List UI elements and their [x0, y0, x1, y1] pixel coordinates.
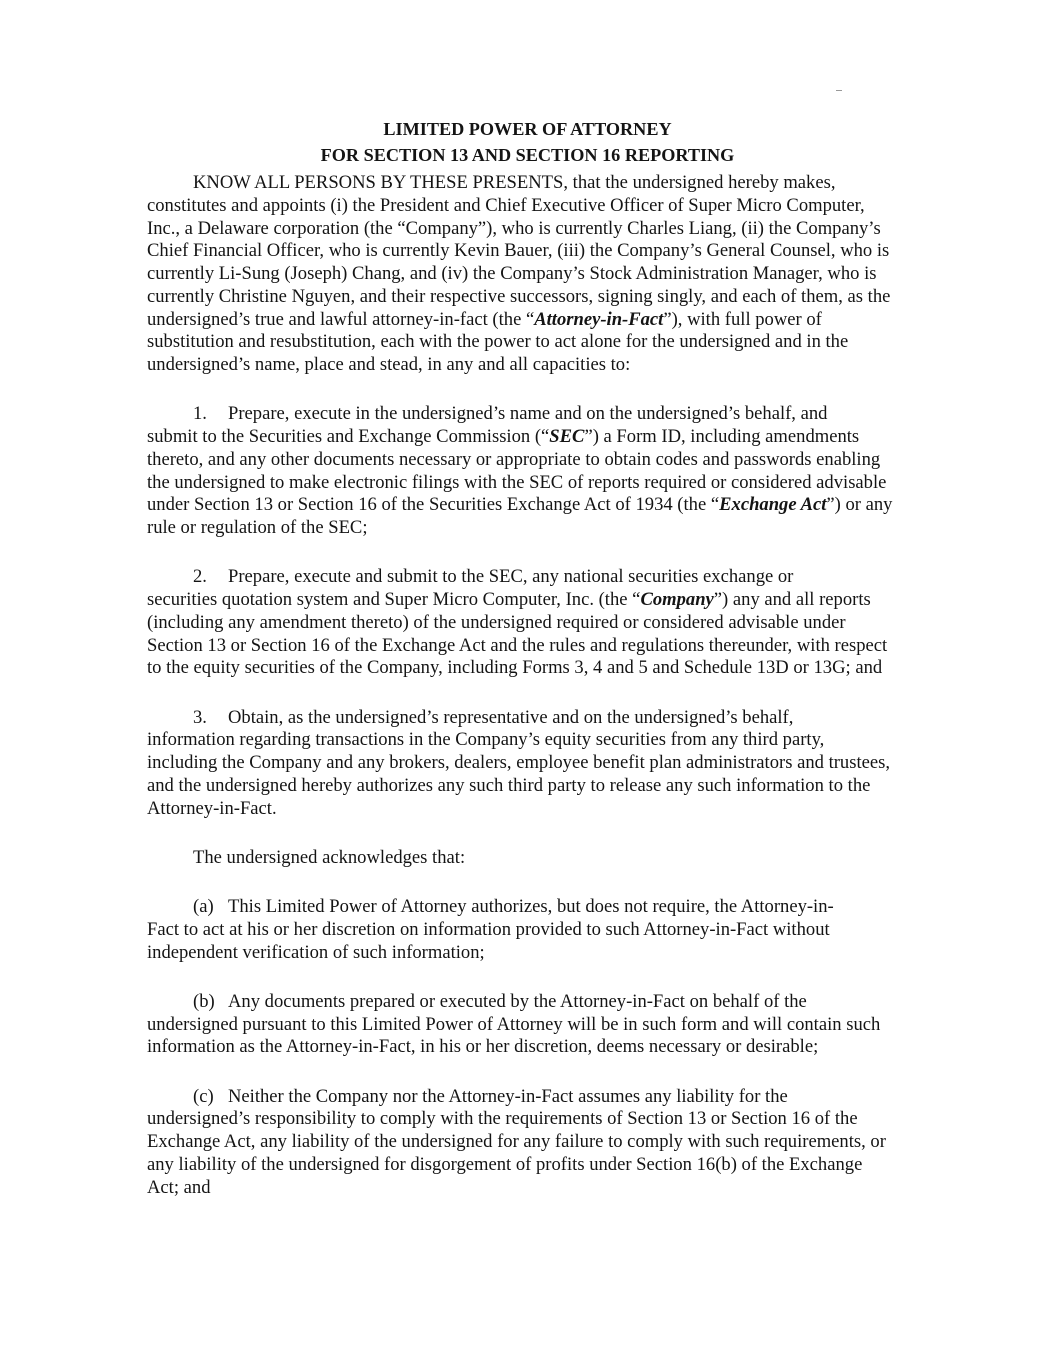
text-line: rule or regulation of the SEC;	[147, 517, 368, 538]
text-segment: ”), with full power of	[663, 308, 822, 330]
text-line: undersigned’s responsibility to comply with the requirements of Section 13 or Section 16 of the	[147, 1108, 858, 1130]
numbered-paragraph	[147, 566, 947, 680]
text-line: This Limited Power of Attorney authorizes, but does not require, the Attorney-in-	[228, 896, 834, 917]
text-line	[147, 589, 947, 612]
text-line: information regarding transactions in the Company’s equity securities from any third party,	[147, 729, 825, 751]
text-line: the undersigned to make electronic filings with the SEC of reports required or considered advisable	[147, 471, 887, 493]
text-segment: securities quotation system and Super Micro Computer, Inc. (the “	[147, 589, 641, 610]
defined-term: Attorney-in-Fact	[534, 308, 664, 330]
text-line: including the Company and any brokers, dealers, employee benefit plan administrators and trustees,	[147, 752, 891, 773]
text-line: Prepare, execute in the undersigned’s name and on the undersigned’s behalf, and	[228, 403, 828, 425]
numbered-paragraph	[147, 1086, 947, 1200]
defined-term: Exchange Act	[719, 494, 827, 516]
text-line: thereto, and any other documents necessary or appropriate to obtain codes and passwords enabling	[147, 448, 881, 470]
text-line	[147, 426, 947, 449]
paragraph	[147, 847, 947, 870]
text-segment: ”) any and all reports	[713, 589, 871, 610]
defined-term: SEC	[549, 426, 585, 447]
numbered-paragraph	[147, 896, 947, 964]
text-line: KNOW ALL PERSONS BY THESE PRESENTS, that the undersigned hereby makes,	[193, 172, 836, 193]
text-line: Attorney-in-Fact.	[147, 797, 277, 819]
text-line	[147, 309, 947, 332]
document-title-line-2: FOR SECTION 13 AND SECTION 16 REPORTING	[320, 145, 735, 165]
text-line	[147, 494, 947, 517]
text-line: Exchange Act, any liability of the undersigned for any failure to comply with such requirements, or	[147, 1131, 886, 1152]
text-line: Fact to act at his or her discretion on information provided to such Attorney-in-Fact without	[147, 918, 830, 940]
text-line: currently Li-Sung (Joseph) Chang, and (iv) the Company’s Stock Administration Manager, who is	[147, 263, 877, 284]
text-line: Chief Financial Officer, who is currently Kevin Bauer, (iii) the Company’s General Counsel, who is	[147, 240, 890, 262]
defined-term: Company	[640, 589, 714, 610]
text-line: to the equity securities of the Company, including Forms 3, 4 and 5 and Schedule 13D or 13G; and	[147, 657, 883, 679]
scan-artifact	[836, 90, 842, 91]
text-line: information as the Attorney-in-Fact, in his or her discretion, deems necessary or desirable;	[147, 1036, 819, 1058]
paragraph-number: 3.	[193, 706, 207, 728]
text-line: any liability of the undersigned for disgorgement of profits under Section 16(b) of the Exchange	[147, 1153, 863, 1175]
text-line: undersigned’s name, place and stead, in any and all capacities to:	[147, 354, 631, 375]
text-line: and the undersigned hereby authorizes any such third party to release any such information to the	[147, 774, 871, 796]
text-line: The undersigned acknowledges that:	[193, 846, 466, 868]
text-line: Act; and	[147, 1176, 211, 1198]
numbered-paragraph	[147, 403, 947, 540]
text-segment: submit to the Securities and Exchange Commission (“	[147, 426, 550, 447]
paragraph-number: 2.	[193, 566, 207, 588]
text-segment: undersigned’s true and lawful attorney-in-fact (the “	[147, 308, 535, 330]
document-body	[147, 172, 947, 1226]
paragraph-number: (b)	[193, 990, 215, 1012]
text-line: undersigned pursuant to this Limited Power of Attorney will be in such form and will contain such	[147, 1013, 881, 1035]
text-line: Prepare, execute and submit to the SEC, any national securities exchange or	[228, 566, 794, 588]
paragraph-number: (a)	[193, 896, 214, 917]
text-line: substitution and resubstitution, each with the power to act alone for the undersigned and in the	[147, 331, 849, 353]
document-title-line-1: LIMITED POWER OF ATTORNEY	[383, 119, 672, 139]
paragraph-number: (c)	[193, 1085, 214, 1107]
numbered-paragraph	[147, 991, 947, 1059]
text-line: (including any amendment thereto) of the undersigned required or considered advisable under	[147, 611, 846, 633]
text-segment: under Section 13 or Section 16 of the Securities Exchange Act of 1934 (the “	[147, 494, 720, 516]
text-line: currently Christine Nguyen, and their respective successors, signing singly, and each of them, as the	[147, 285, 891, 307]
text-line: Any documents prepared or executed by the Attorney-in-Fact on behalf of the	[228, 990, 807, 1012]
text-line: independent verification of such information;	[147, 941, 485, 963]
numbered-paragraph	[147, 707, 947, 821]
text-segment: ”) a Form ID, including amendments	[584, 426, 860, 447]
text-line: Inc., a Delaware corporation (the “Company”), who is currently Charles Liang, (ii) the Company’s	[147, 217, 881, 239]
text-line: Obtain, as the undersigned’s representative and on the undersigned’s behalf,	[228, 706, 794, 728]
text-line: Neither the Company nor the Attorney-in-Fact assumes any liability for the	[228, 1085, 788, 1107]
text-line: Section 13 or Section 16 of the Exchange Act and the rules and regulations thereunder, with respect	[147, 634, 888, 656]
paragraph-number: 1.	[193, 403, 207, 425]
text-segment: ”) or any	[826, 494, 893, 516]
text-line: constitutes and appoints (i) the President and Chief Executive Officer of Super Micro Computer,	[147, 194, 865, 216]
paragraph	[147, 172, 947, 377]
